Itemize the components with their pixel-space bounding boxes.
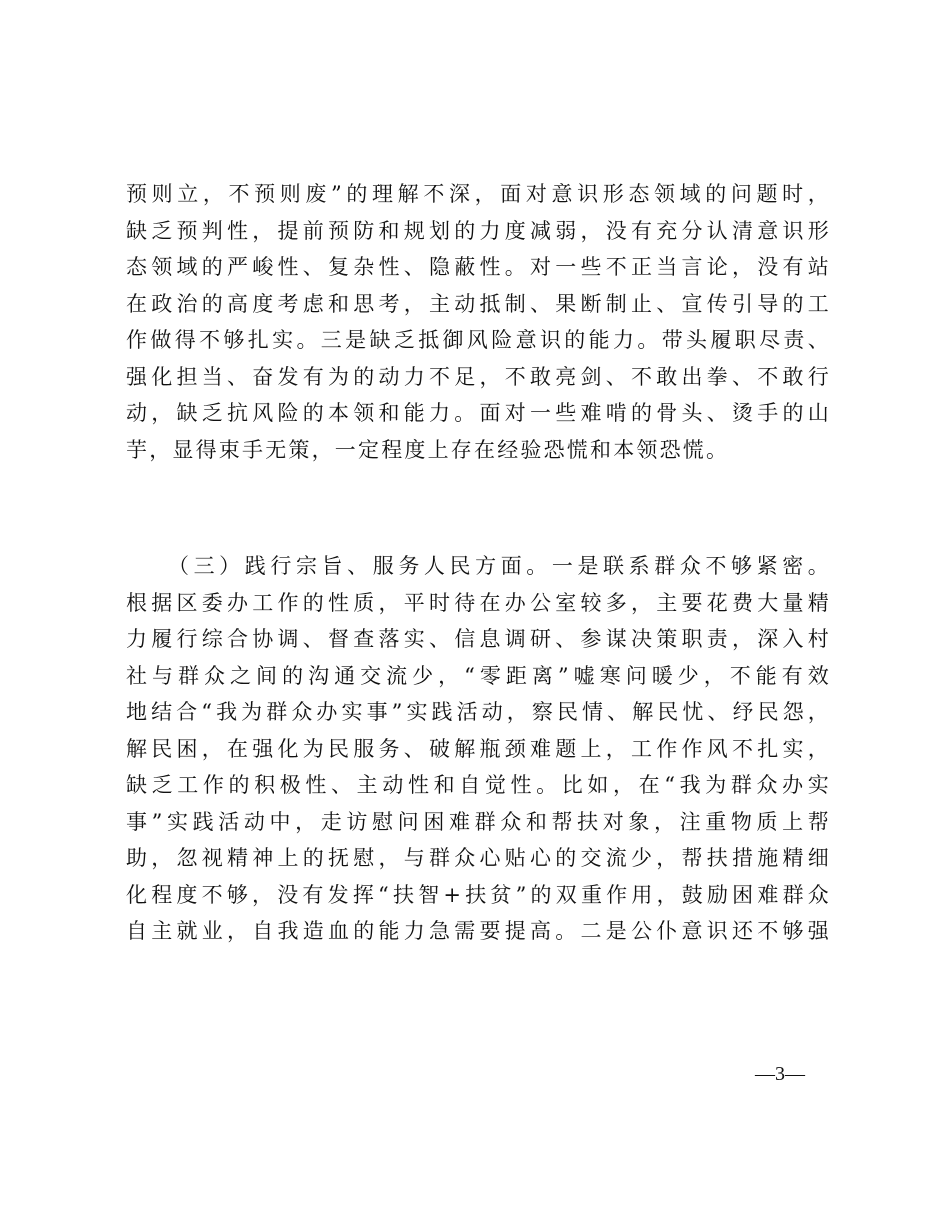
text-line: 地结合“我为群众办实事”实践活动，察民情、解民忧、纾民怨， — [126, 700, 831, 724]
text-line: 解民困，在强化为民服务、破解瓶颈难题上，工作作风不扎实， — [126, 736, 831, 761]
text-line: 动，缺乏抗风险的本领和能力。面对一些难啃的骨头、烫手的山 — [126, 401, 831, 425]
text-line: 强化担当、奋发有为的动力不足，不敢亮剑、不敢出拳、不敢行 — [126, 364, 831, 389]
text-line: （三）践行宗旨、服务人民方面。一是联系群众不够紧密。 — [168, 554, 831, 578]
text-line: 作做得不够扎实。三是缺乏抵御风险意识的能力。带头履职尽责、 — [126, 328, 831, 352]
text-line: 社与群众之间的沟通交流少，“零距离”嘘寒问暖少，不能有效 — [126, 663, 831, 688]
text-line: 根据区委办工作的性质，平时待在办公室较多，主要花费大量精 — [126, 590, 831, 615]
text-line: 缺乏工作的积极性、主动性和自觉性。比如，在“我为群众办实 — [126, 773, 831, 797]
text-line: 缺乏预判性，提前预防和规划的力度减弱，没有充分认清意识形 — [126, 218, 831, 243]
text-line: 态领域的严峻性、复杂性、隐蔽性。对一些不正当言论，没有站 — [126, 255, 831, 279]
page-number: —3— — [755, 1063, 805, 1085]
text-line: 预则立，不预则废”的理解不深，面对意识形态领域的问题时， — [126, 182, 831, 206]
text-line: 事”实践活动中，走访慰问困难群众和帮扶对象，注重物质上帮 — [126, 809, 831, 834]
text-line: 力履行综合协调、督查落实、信息调研、参谋决策职责，深入村 — [126, 627, 831, 651]
text-line: 自主就业，自我造血的能力急需要提高。二是公仆意识还不够强 — [126, 919, 831, 943]
text-line: 在政治的高度考虑和思考，主动抵制、果断制止、宣传引导的工 — [126, 291, 831, 316]
paragraph-1 — [126, 176, 831, 468]
text-line: 助，忽视精神上的抚慰，与群众心贴心的交流少，帮扶措施精细 — [126, 846, 831, 870]
text-line: 芋，显得束手无策，一定程度上存在经验恐慌和本领恐慌。 — [126, 437, 730, 462]
paragraph-2 — [126, 548, 831, 950]
text-line: 化程度不够，没有发挥“扶智+扶贫”的双重作用，鼓励困难群众 — [126, 882, 831, 907]
